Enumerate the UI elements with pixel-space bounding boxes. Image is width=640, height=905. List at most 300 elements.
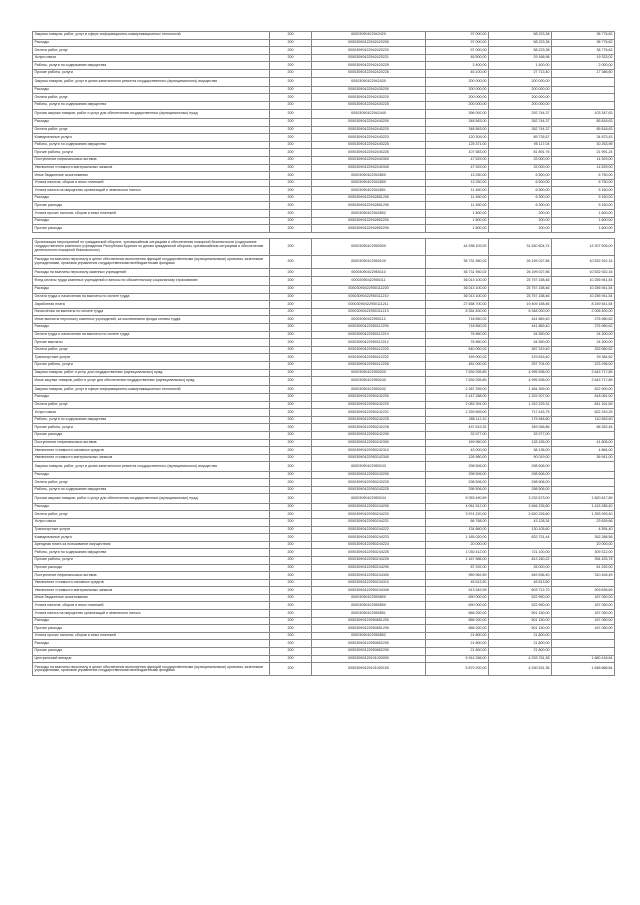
table-row: [33, 126, 615, 134]
row-executed: 129 615,40: [489, 354, 552, 362]
row-name: Расходы: [33, 617, 270, 625]
table-row: [33, 564, 615, 572]
row-kbk: 00003090422950100: [312, 255, 426, 268]
budget-table: [32, 31, 615, 676]
row-name: Расходы: [33, 471, 270, 479]
row-code: 200: [270, 462, 312, 471]
row-name: Расходы на выплаты персоналу в целях обеспечения выполнения функций государственными (муниципальными) органами, казенными учреждениями, органами управления государственными внебюджетными фондами: [33, 663, 270, 676]
row-code: 200: [270, 346, 312, 354]
row-kbk: 00003090422950244223: [312, 534, 426, 542]
row-executed: 298 506,00: [489, 486, 552, 494]
row-executed: 4 995 538,00: [489, 377, 552, 386]
row-code: 200: [270, 617, 312, 625]
row-approved: 959 962,89: [426, 572, 489, 580]
budget-report-sheet: [32, 31, 614, 676]
row-code: 200: [270, 141, 312, 149]
row-kbk: 00003090422950851290: [312, 625, 426, 633]
row-executed: 31 630 604,74: [489, 238, 552, 255]
row-code: 200: [270, 62, 312, 70]
row-name: Расходы: [33, 194, 270, 202]
row-remaining: 252 680,62: [552, 346, 615, 354]
table-row: [33, 549, 615, 557]
row-name: Коммунальные услуги: [33, 134, 270, 142]
row-approved: 45 613,50: [426, 579, 489, 587]
row-executed: 1 329 207,00: [489, 394, 552, 402]
row-approved: 27 658 700,00: [426, 301, 489, 309]
row-kbk: 00003090422942851: [312, 187, 426, 195]
row-approved: 97 000,00: [426, 32, 489, 40]
row-code: 200: [270, 126, 312, 134]
row-remaining: [552, 640, 615, 648]
row-remaining: 5 150,00: [552, 202, 615, 210]
row-remaining: 88 352,46: [552, 424, 615, 432]
row-remaining: [552, 471, 615, 479]
row-kbk: 00003090422942852290: [312, 225, 426, 233]
row-remaining: 2 000,00: [552, 62, 615, 70]
row-executed: 2 620 226,60: [489, 511, 552, 519]
row-code: 200: [270, 401, 312, 409]
row-kbk: 00003090422942420221: [312, 54, 426, 62]
row-kbk: 00003090422950244200: [312, 503, 426, 511]
row-code: 200: [270, 625, 312, 633]
row-executed: 200 000,00: [489, 77, 552, 86]
table-row: [33, 238, 615, 255]
row-executed: 26 000,00: [489, 564, 552, 572]
row-approved: 1 800,00: [426, 217, 489, 225]
row-remaining: 14 529,00: [552, 164, 615, 172]
row-executed: 58 223,38: [489, 47, 552, 55]
row-remaining: 223 296,00: [552, 361, 615, 369]
row-code: 200: [270, 503, 312, 511]
row-remaining: 167 050,00: [552, 625, 615, 633]
row-approved: 3 400,00: [426, 62, 489, 70]
row-approved: 298 506,00: [426, 462, 489, 471]
row-code: 200: [270, 494, 312, 503]
table-row: [33, 610, 615, 618]
row-executed: 21 800,00: [489, 648, 552, 656]
row-executed: 27 713,40: [489, 69, 552, 77]
row-name: Расходы: [33, 39, 270, 47]
table-row: [33, 255, 615, 268]
table-row: [33, 217, 615, 225]
row-code: 200: [270, 369, 312, 377]
row-approved: 4 061 512,00: [426, 503, 489, 511]
row-name: Центральный аппарат: [33, 655, 270, 663]
row-executed: 522 950,00: [489, 602, 552, 610]
row-name: Закупка товаров, работ, услуг в целях капитального ремонта государственного (муниципального) имущества: [33, 77, 270, 86]
row-approved: 47 529,00: [426, 156, 489, 164]
row-executed: 4 995 538,00: [489, 369, 552, 377]
row-name: Фонд оплаты труда казенных учреждений и взносы по обязательному социальному страхованию: [33, 276, 270, 285]
row-kbk: 00003090422950244290: [312, 564, 426, 572]
row-executed: 200 000,00: [489, 86, 552, 94]
row-name: Прочие расходы: [33, 648, 270, 656]
row-name: Расходы: [33, 503, 270, 511]
row-remaining: [552, 486, 615, 494]
row-executed: 262 744,37: [489, 118, 552, 126]
row-remaining: 30 253,96: [552, 141, 615, 149]
row-approved: 348 563,00: [426, 118, 489, 126]
row-executed: 21 800,00: [489, 640, 552, 648]
table-row: [33, 479, 615, 487]
row-remaining: 167 050,00: [552, 602, 615, 610]
row-kbk: 00003090422950111210: [312, 293, 426, 301]
row-kbk: 00003090422950243200: [312, 471, 426, 479]
row-approved: 36 013 100,00: [426, 286, 489, 294]
row-executed: 38 136,00: [489, 447, 552, 455]
table-row: [33, 102, 615, 110]
row-kbk: 00003090422950850: [312, 602, 426, 610]
row-kbk: 00003090422942420226: [312, 69, 426, 77]
table-row: [33, 541, 615, 549]
row-approved: 13 250,00: [426, 179, 489, 187]
table-row: [33, 462, 615, 471]
row-approved: 200 000,00: [426, 102, 489, 110]
row-name: Прочие расходы: [33, 202, 270, 210]
row-code: 200: [270, 316, 312, 324]
table-row: [33, 617, 615, 625]
row-code: 200: [270, 217, 312, 225]
row-approved: 5 914 266,00: [426, 655, 489, 663]
row-kbk: 00003090422950243220: [312, 479, 426, 487]
table-row: [33, 118, 615, 126]
row-remaining: 10 532 922,16: [552, 269, 615, 277]
row-remaining: [552, 86, 615, 94]
row-kbk: 00003090422950244: [312, 494, 426, 503]
row-approved: 36 731 950,02: [426, 255, 489, 268]
row-name: Уплата прочих налогов, сборов и иных платежей: [33, 632, 270, 640]
row-name: Прочие работы, услуги: [33, 424, 270, 432]
row-remaining: 1 648 668,64: [552, 663, 615, 676]
row-code: 200: [270, 187, 312, 195]
table-row: [33, 511, 615, 519]
row-executed: 649 536,40: [489, 572, 552, 580]
row-remaining: [552, 77, 615, 86]
row-remaining: 2 643 717,89: [552, 369, 615, 377]
row-kbk: 00003090422942440: [312, 109, 426, 118]
row-name: Иные бюджетные ассигнования: [33, 172, 270, 180]
table-row: [33, 447, 615, 455]
table-row: [33, 323, 615, 331]
row-code: 200: [270, 361, 312, 369]
row-remaining: 10 255 941,54: [552, 286, 615, 294]
row-executed: 1 464 359,00: [489, 386, 552, 394]
row-kbk: 00003090422950242290: [312, 432, 426, 440]
row-kbk: 00003090422950200: [312, 369, 426, 377]
row-code: 200: [270, 308, 312, 316]
row-kbk: 00003090422942430: [312, 77, 426, 86]
table-row: [33, 202, 615, 210]
row-kbk: 00003090422942850: [312, 179, 426, 187]
row-code: 200: [270, 377, 312, 386]
row-executed: 298 506,00: [489, 479, 552, 487]
row-approved: 298 506,00: [426, 486, 489, 494]
row-approved: 1 185 020,00: [426, 534, 489, 542]
row-executed: 603 712,70: [489, 587, 552, 595]
row-executed: 6 300,00: [489, 202, 552, 210]
row-remaining: 1 680 418,64: [552, 655, 615, 663]
row-approved: 640 000,02: [426, 346, 489, 354]
row-code: 200: [270, 610, 312, 618]
row-code: 200: [270, 118, 312, 126]
row-remaining: 10 255 941,54: [552, 276, 615, 285]
row-approved: 7 639 255,89: [426, 377, 489, 386]
table-row: [33, 32, 615, 40]
row-code: 200: [270, 238, 312, 255]
row-name: Услуги связи: [33, 54, 270, 62]
row-kbk: 00003090422950112200: [312, 323, 426, 331]
row-name: Прочие работы, услуги: [33, 361, 270, 369]
table-row: [33, 369, 615, 377]
row-code: 200: [270, 194, 312, 202]
table-row: [33, 640, 615, 648]
table-row: [33, 164, 615, 172]
row-name: Арендная плата за пользование имуществом: [33, 541, 270, 549]
row-approved: 125 371,00: [426, 141, 489, 149]
row-kbk: 00003090422950244221: [312, 518, 426, 526]
row-code: 200: [270, 225, 312, 233]
row-executed: 26 199 027,86: [489, 255, 552, 268]
table-row: [33, 316, 615, 324]
row-remaining: 20 000,00: [552, 541, 615, 549]
row-executed: 501 150,00: [489, 617, 552, 625]
table-row: [33, 409, 615, 417]
row-name: Транспортные услуги: [33, 354, 270, 362]
row-approved: 396 092,00: [426, 109, 489, 118]
row-approved: 107 583,00: [426, 149, 489, 157]
row-code: 200: [270, 454, 312, 462]
row-executed: 717 415,75: [489, 409, 552, 417]
row-executed: 6 500,00: [489, 172, 552, 180]
row-kbk: 00003090422950111: [312, 276, 426, 285]
row-name: Поступление нефинансовых активов: [33, 156, 270, 164]
row-code: 200: [270, 134, 312, 142]
row-code: 200: [270, 339, 312, 347]
row-code: 200: [270, 518, 312, 526]
table-row: [33, 77, 615, 86]
row-kbk: 00003090422950112222: [312, 354, 426, 362]
row-code: 200: [270, 663, 312, 676]
row-remaining: 34 573,43: [552, 134, 615, 142]
row-name: Оплата работ, услуг: [33, 126, 270, 134]
row-kbk: 00003090422942440340: [312, 164, 426, 172]
table-row: [33, 526, 615, 534]
table-row: [33, 632, 615, 640]
row-name: Работы, услуги по содержанию имущества: [33, 549, 270, 557]
row-name: Прочие расходы: [33, 225, 270, 233]
row-approved: 298 506,00: [426, 479, 489, 487]
row-name: Расходы: [33, 286, 270, 294]
row-name: Иные выплаты персоналу казенных учреждений, за исключением фонда оплаты труда: [33, 316, 270, 324]
row-approved: 47 529,00: [426, 164, 489, 172]
row-name: Работы, услуги по содержанию имущества: [33, 102, 270, 110]
row-remaining: 21 991,24: [552, 149, 615, 157]
row-approved: 44 938 109,92: [426, 238, 489, 255]
row-name: Уплата налогов, сборов и иных платежей: [33, 179, 270, 187]
row-remaining: 36 941,00: [552, 454, 615, 462]
row-code: 200: [270, 648, 312, 656]
row-remaining: 167 050,00: [552, 594, 615, 602]
row-remaining: 1 820 817,89: [552, 494, 615, 503]
row-executed: 441 869,40: [489, 323, 552, 331]
row-executed: 200 000,00: [489, 94, 552, 102]
row-kbk: 00003090422950112210: [312, 331, 426, 339]
row-executed: 257 704,00: [489, 361, 552, 369]
table-row: [33, 518, 615, 526]
row-name: Прочая закупка товаров, работ и услуг для обеспечения государственных (муниципальных) нужд: [33, 109, 270, 118]
row-code: 200: [270, 39, 312, 47]
row-kbk: 00003090422950242200: [312, 394, 426, 402]
row-remaining: 24 300,00: [552, 331, 615, 339]
row-remaining: 822 900,00: [552, 386, 615, 394]
row-code: 200: [270, 156, 312, 164]
row-approved: 437 619,32: [426, 424, 489, 432]
row-code: 200: [270, 32, 312, 40]
table-row: [33, 439, 615, 447]
row-name: Иные бюджетные ассигнования: [33, 594, 270, 602]
row-approved: 690 000,00: [426, 594, 489, 602]
row-approved: 11 450,00: [426, 202, 489, 210]
row-kbk: 00003090422942440200: [312, 118, 426, 126]
row-code: 200: [270, 323, 312, 331]
row-kbk: 00003090422942430200: [312, 86, 426, 94]
table-row: [33, 503, 615, 511]
row-remaining: 41 805,00: [552, 439, 615, 447]
table-row: [33, 179, 615, 187]
row-executed: 200 000,00: [489, 102, 552, 110]
table-row: [33, 172, 615, 180]
table-row: [33, 587, 615, 595]
row-executed: 200,00: [489, 225, 552, 233]
row-remaining: 6 750,00: [552, 179, 615, 187]
row-code: 200: [270, 564, 312, 572]
row-code: 200: [270, 77, 312, 86]
table-row: [33, 346, 615, 354]
row-name: Работы, услуги по содержанию имущества: [33, 416, 270, 424]
table-row: [33, 141, 615, 149]
row-remaining: 6 750,00: [552, 172, 615, 180]
row-remaining: 38 776,62: [552, 47, 615, 55]
row-code: 200: [270, 293, 312, 301]
row-kbk: 00003090422950112: [312, 316, 426, 324]
row-approved: 134 660,00: [426, 526, 489, 534]
table-row: [33, 572, 615, 580]
row-approved: 913 349,39: [426, 587, 489, 595]
row-approved: 33 977,00: [426, 432, 489, 440]
row-code: 200: [270, 331, 312, 339]
row-code: 200: [270, 632, 312, 640]
row-name: Поступление нефинансовых активов: [33, 572, 270, 580]
row-executed: 1 242 229,31: [489, 401, 552, 409]
row-name: Оплата работ, услуг: [33, 346, 270, 354]
row-approved: 1 167 586,00: [426, 556, 489, 564]
row-kbk: 00003090429101000100: [312, 663, 426, 676]
row-kbk: 00003090422950242221: [312, 409, 426, 417]
row-name: Прочие расходы: [33, 625, 270, 633]
row-approved: 45 100,00: [426, 69, 489, 77]
row-executed: 441 869,40: [489, 316, 552, 324]
table-row: [33, 94, 615, 102]
row-kbk: 00003090422950242340: [312, 454, 426, 462]
row-remaining: 10 255 941,54: [552, 293, 615, 301]
row-executed: 4 233 781,36: [489, 655, 552, 663]
row-kbk: 00003090422950244300: [312, 572, 426, 580]
row-executed: 522 950,00: [489, 594, 552, 602]
table-row: [33, 494, 615, 503]
row-executed: 6 348 000,00: [489, 308, 552, 316]
row-executed: 58 223,38: [489, 39, 552, 47]
row-name: Транспортные услуги: [33, 526, 270, 534]
row-executed: 4 230 531,36: [489, 663, 552, 676]
row-name: Иные закупки товаров, работ и услуг для обеспечения государственных (муниципальных) нужд: [33, 377, 270, 386]
row-kbk: 00003090422950110: [312, 269, 426, 277]
row-remaining: 85 818,63: [552, 126, 615, 134]
row-name: Расходы: [33, 86, 270, 94]
row-remaining: 2 006 400,00: [552, 308, 615, 316]
row-kbk: 00003090422950242310: [312, 447, 426, 455]
row-executed: 1 400,00: [489, 62, 552, 70]
row-remaining: 38 776,62: [552, 39, 615, 47]
row-kbk: 00003090422950244340: [312, 587, 426, 595]
row-approved: 11 450,00: [426, 187, 489, 195]
row-kbk: 00003090422950242: [312, 386, 426, 394]
row-remaining: 352 288,56: [552, 534, 615, 542]
row-kbk: 00003090422950112226: [312, 361, 426, 369]
row-approved: 1 800,00: [426, 225, 489, 233]
row-kbk: 00003090422950000: [312, 238, 426, 255]
row-executed: 90 019,00: [489, 454, 552, 462]
row-approved: 36 013 100,00: [426, 276, 489, 285]
row-executed: 262 744,37: [489, 126, 552, 134]
row-remaining: 8 249 541,54: [552, 301, 615, 309]
row-executed: 6 300,00: [489, 194, 552, 202]
row-name: Расходы: [33, 640, 270, 648]
row-name: Увеличение стоимости материальных запасов: [33, 587, 270, 595]
row-kbk: 00003090422950852: [312, 632, 426, 640]
table-row: [33, 663, 615, 676]
row-kbk: 00003090422942420: [312, 32, 426, 40]
row-executed: [489, 541, 552, 549]
row-kbk: 00003090422942430220: [312, 94, 426, 102]
row-kbk: 00003090422942430225: [312, 102, 426, 110]
table-row: [33, 39, 615, 47]
row-approved: 668 200,00: [426, 610, 489, 618]
row-executed: 349 266,86: [489, 424, 552, 432]
row-remaining: 1 600,00: [552, 217, 615, 225]
row-name: Увеличение стоимости материальных запасов: [33, 164, 270, 172]
row-executed: 25 757 158,46: [489, 286, 552, 294]
row-executed: 832 731,44: [489, 534, 552, 542]
row-approved: 2 083 391,00: [426, 401, 489, 409]
row-executed: 26 199 027,86: [489, 269, 552, 277]
table-row: [33, 331, 615, 339]
table-row: [33, 194, 615, 202]
row-name: Прочие расходы: [33, 432, 270, 440]
row-remaining: 1 600,00: [552, 210, 615, 218]
row-remaining: 622 243,25: [552, 409, 615, 417]
row-name: Расходы: [33, 118, 270, 126]
row-code: 200: [270, 556, 312, 564]
row-approved: 3 974 220,00: [426, 511, 489, 519]
row-name: Закупка товаров, работ, услуг в целях капитального ремонта государственного (муниципального) имущества: [33, 462, 270, 471]
row-name: Прочие работы, услуги: [33, 556, 270, 564]
row-code: 200: [270, 534, 312, 542]
row-kbk: 00003090422950111211: [312, 301, 426, 309]
row-kbk: 00003090422950244220: [312, 511, 426, 519]
table-row: [33, 471, 615, 479]
row-approved: 78 850,00: [426, 331, 489, 339]
row-approved: 66 768,00: [426, 518, 489, 526]
